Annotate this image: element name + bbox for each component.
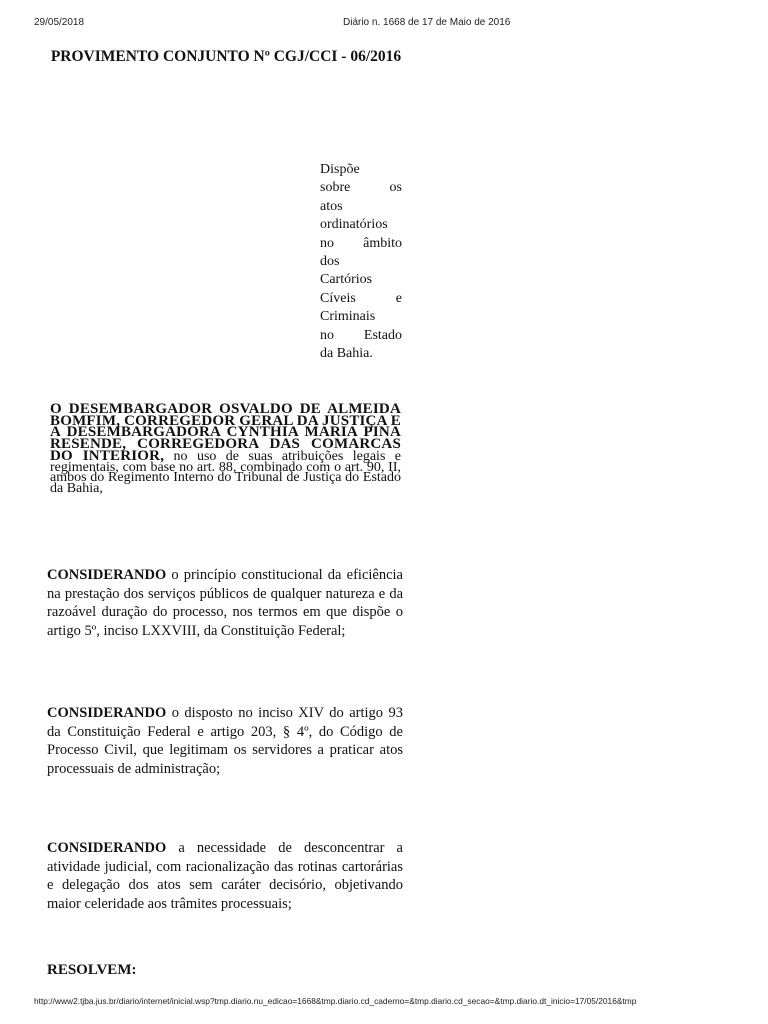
- considerando-text: o disposto no inciso XIV do artigo 93 da Constituição Federal e artigo 203, § 4º, do Código de Processo Civil, que legitimam os servidores a praticar atos processuais de administração;: [47, 705, 403, 777]
- considerando-text: o princípio constitucional da eficiência na prestação dos serviços públicos de qualquer natureza e da razoável duração do processo, nos termos em que dispõe o artigo 5º, inciso LXXVIII, da Constituição Federal;: [47, 567, 403, 639]
- ementa-line: Cíveis e: [320, 290, 402, 306]
- document-title: PROVIMENTO CONJUNTO Nº CGJ/CCI - 06/2016: [50, 48, 402, 65]
- print-header-title: Diário n. 1668 de 17 de Maio de 2016: [343, 17, 511, 28]
- considerando-lead: CONSIDERANDO: [47, 840, 167, 856]
- ementa-line: atos: [320, 198, 343, 214]
- preamble: [50, 401, 402, 496]
- print-date: 29/05/2018: [34, 17, 85, 28]
- ementa-line: no Estado: [320, 327, 402, 343]
- preamble-authorities: O DESEMBARGADOR OSVALDO DE ALMEIDA BOMFIM, CORREGEDOR GERAL DA JUSTIÇA E A DESEMBARGADORA CYNTHIA MARIA PINA RESENDE, CORREGEDORA DAS COMARCAS DO INTERIOR,: [50, 401, 401, 464]
- considerando-paragraph: [47, 704, 403, 778]
- considerando-lead: CONSIDERANDO: [47, 567, 167, 583]
- ementa-line: sobre os: [320, 180, 402, 196]
- ementa-line: Dispõe: [320, 162, 360, 177]
- considerando-paragraph: [47, 566, 403, 640]
- ementa-line: ordinatórios: [320, 217, 388, 233]
- ementa: [320, 161, 402, 363]
- considerando-text: a necessidade de desconcentrar a atividade judicial, com racionalização das rotinas cartorárias e delegação dos atos sem caráter decisório, objetivando maior celeridade aos trâmites processuais;: [47, 840, 403, 912]
- ementa-line: dos: [320, 254, 340, 270]
- considerando-lead: CONSIDERANDO: [47, 705, 167, 721]
- ementa-line: no âmbito: [320, 235, 402, 251]
- ementa-line: Cartórios: [320, 272, 373, 288]
- ementa-line: da Bahia.: [320, 346, 373, 362]
- print-footer-url: http://www2.tjba.jus.br/diario/internet/inicial.wsp?tmp.diario.nu_edicao=1668&tmp.diario.cd_caderno=&tmp.diario.cd_secao=&tmp.diario.dt_inicio=17/05/2016&tmp: [34, 996, 637, 1006]
- considerando-paragraph: [47, 839, 403, 913]
- ementa-line: Criminais: [320, 309, 376, 325]
- preamble-text: no uso de suas atribuições legais e regimentais, com base no art. 88, combinado com o art. 90, II, ambos do Regimento Interno do Tribunal de Justiça do Estado da Bahia,: [50, 448, 402, 496]
- resolvem-heading: RESOLVEM:: [47, 962, 137, 978]
